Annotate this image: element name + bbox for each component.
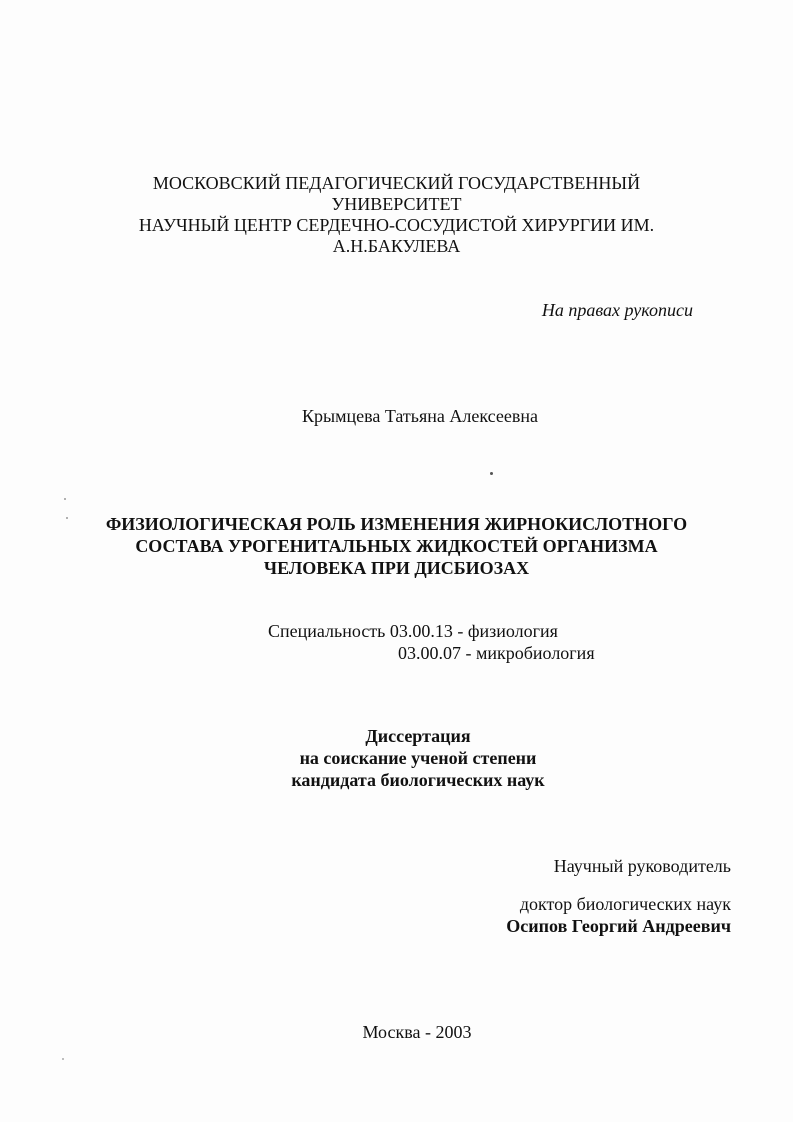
title-line-1: ФИЗИОЛОГИЧЕСКАЯ РОЛЬ ИЗМЕНЕНИЯ ЖИРНОКИСЛОТНОГО xyxy=(105,514,688,534)
degree-line-1: Диссертация xyxy=(365,726,471,746)
scan-mark xyxy=(62,1058,64,1060)
title-line-2: СОСТАВА УРОГЕНИТАЛЬНЫХ ЖИДКОСТЕЙ ОРГАНИЗМА xyxy=(135,536,658,556)
specialty-line-2: 03.00.07 - микробиология xyxy=(398,643,595,663)
specialty-line-1: Специальность 03.00.13 - физиология xyxy=(268,621,558,641)
author-name: Крымцева Татьяна Алексеевна xyxy=(302,406,538,426)
city-year: Москва - 2003 xyxy=(362,1022,472,1042)
manuscript-note: На правах рукописи xyxy=(541,300,693,320)
supervisor-name: Осипов Георгий Андреевич xyxy=(506,916,731,936)
supervisor-title: доктор биологических наук xyxy=(519,894,731,914)
title-line-3: ЧЕЛОВЕКА ПРИ ДИСБИОЗАХ xyxy=(263,558,530,578)
degree-line-2: на соискание ученой степени xyxy=(299,748,537,768)
institution-line-2: УНИВЕРСИТЕТ xyxy=(331,194,462,214)
institution-line-3: НАУЧНЫЙ ЦЕНТР СЕРДЕЧНО-СОСУДИСТОЙ ХИРУРГИИ ИМ. xyxy=(138,215,655,235)
degree-line-3: кандидата биологических наук xyxy=(291,770,545,790)
supervisor-label: Научный руководитель xyxy=(553,856,731,876)
institution-line-1: МОСКОВСКИЙ ПЕДАГОГИЧЕСКИЙ ГОСУДАРСТВЕННЫЙ xyxy=(152,173,641,193)
institution-line-4: А.Н.БАКУЛЕВА xyxy=(332,236,461,256)
scan-mark xyxy=(66,517,68,519)
scan-speck xyxy=(490,472,493,475)
scan-mark xyxy=(64,498,66,500)
